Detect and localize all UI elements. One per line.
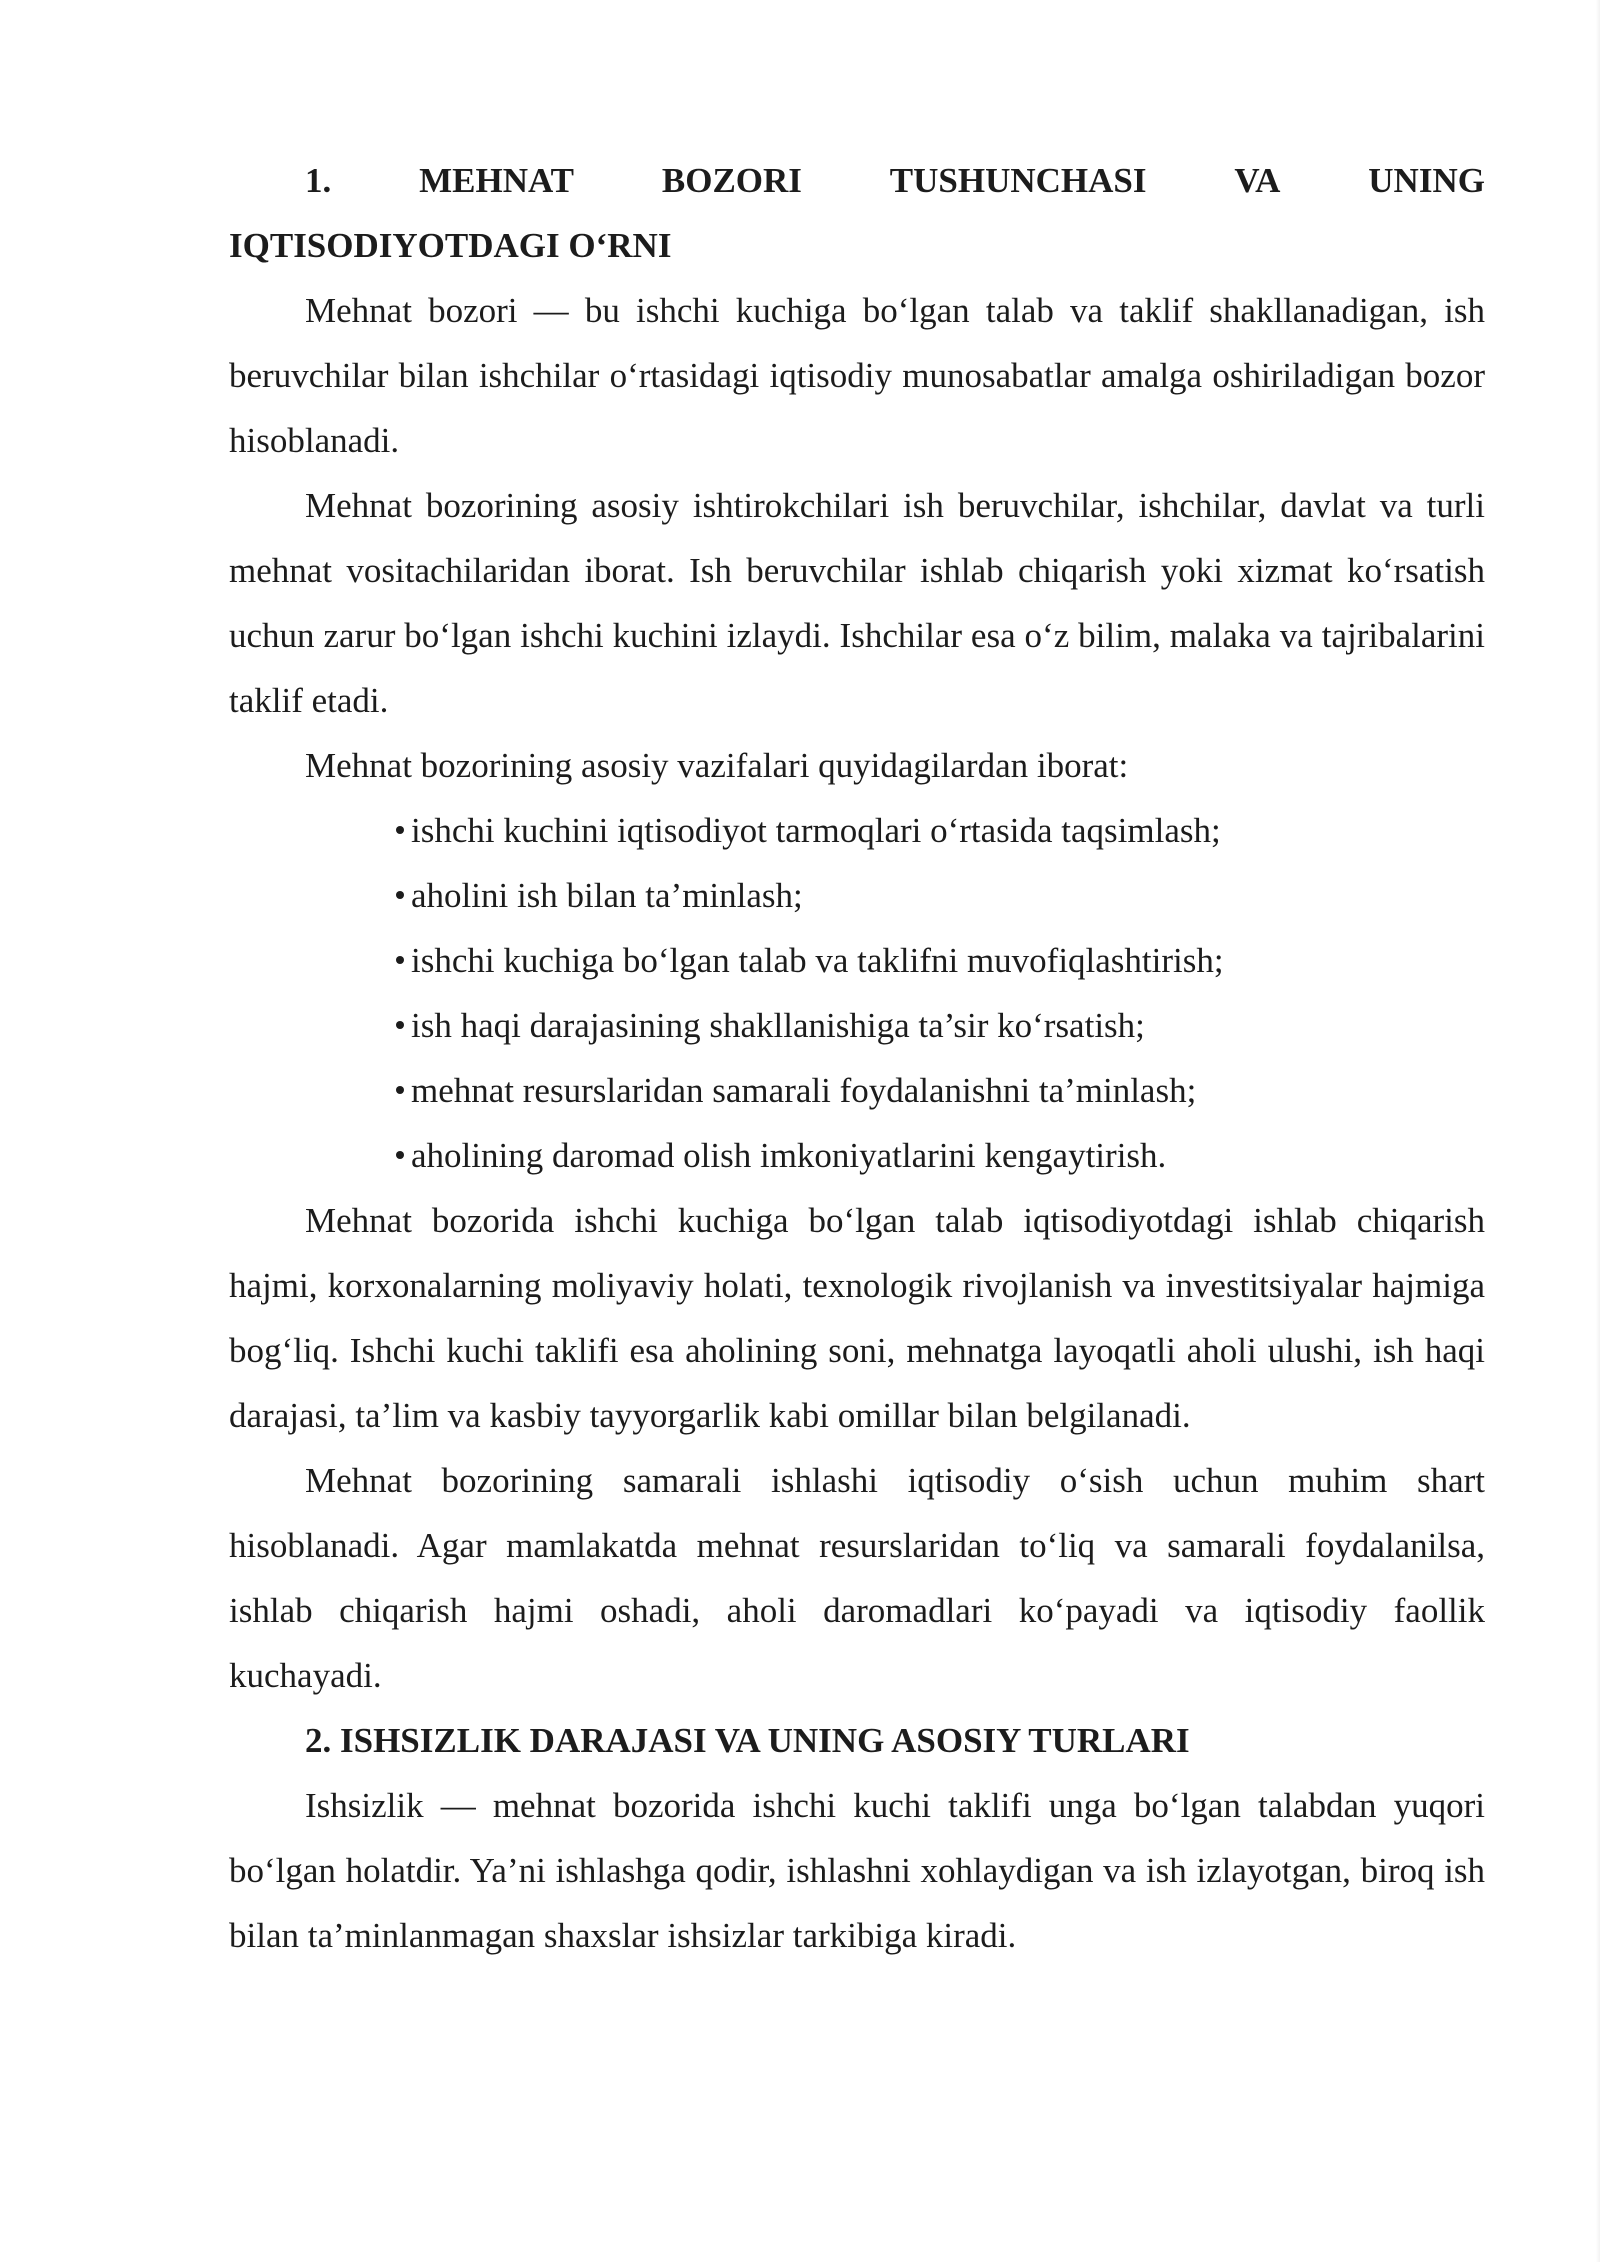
heading-word: TUSHUNCHASI	[889, 161, 1147, 200]
heading-word: MEHNAT	[419, 161, 575, 200]
list-item	[396, 863, 1485, 928]
list-item	[396, 798, 1485, 863]
section-2-heading: 2. ISHSIZLIK DARAJASI VA UNING ASOSIY TURLARI	[305, 1721, 1190, 1760]
list-item	[396, 1058, 1485, 1123]
bullet-list	[229, 798, 1485, 1188]
list-item-text: ish haqi darajasining shakllanishiga ta’sir ko‘rsatish;	[411, 1006, 1145, 1045]
document-page	[229, 148, 1485, 1968]
section-1-heading	[229, 148, 1485, 278]
section-1-heading-line-2: IQTISODIYOTDAGI O‘RNI	[229, 226, 672, 265]
list-item-text: aholining daromad olish imkoniyatlarini kengaytirish.	[411, 1136, 1167, 1175]
paragraph: Mehnat bozori — bu ishchi kuchiga bo‘lgan talab va taklif shakllanadigan, ish beruvchilar bilan ishchilar o‘rtasidagi iqtisodiy munosabatlar amalga oshiriladigan bozor hisoblanadi.	[229, 291, 1485, 460]
bullet-icon	[396, 1021, 404, 1029]
page-edge-shadow	[1596, 0, 1600, 2262]
bullet-icon	[396, 826, 404, 834]
bullet-icon	[396, 1086, 404, 1094]
paragraph: Mehnat bozorining asosiy vazifalari quyidagilardan iborat:	[305, 746, 1129, 785]
paragraph: Mehnat bozorining asosiy ishtirokchilari ish beruvchilar, ishchilar, davlat va turli mehnat vositachilaridan iborat. Ish beruvchilar ishlab chiqarish yoki xizmat ko‘rsatish uchun zarur bo‘lgan ishchi kuchini izlaydi. Ishchilar esa o‘z bilim, malaka va tajribalarini taklif etadi.	[229, 486, 1485, 720]
paragraph: Mehnat bozorining samarali ishlashi iqtisodiy o‘sish uchun muhim shart hisoblanadi. Agar mamlakatda mehnat resurslaridan to‘liq va samarali foydalanilsa, ishlab chiqarish hajmi oshadi, aholi daromadlari ko‘payadi va iqtisodiy faollik kuchayadi.	[229, 1461, 1485, 1695]
bullet-icon	[396, 891, 404, 899]
section-1-heading-line-1	[229, 148, 1485, 213]
paragraph: Ishsizlik — mehnat bozorida ishchi kuchi taklifi unga bo‘lgan talabdan yuqori bo‘lgan holatdir. Ya’ni ishlashga qodir, ishlashni xohlaydigan va ish izlayotgan, biroq ish bilan ta’minlanmagan shaxslar ishsizlar tarkibiga kiradi.	[229, 1786, 1485, 1955]
list-item-text: mehnat resurslaridan samarali foydalanishni ta’minlash;	[411, 1071, 1197, 1110]
bullet-icon	[396, 956, 404, 964]
heading-word: UNING	[1368, 161, 1485, 200]
heading-word: BOZORI	[661, 161, 802, 200]
heading-word: 1.	[305, 161, 332, 200]
list-item-text: ishchi kuchiga bo‘lgan talab va taklifni muvofiqlashtirish;	[411, 941, 1224, 980]
heading-word: VA	[1234, 161, 1281, 200]
list-item-text: ishchi kuchini iqtisodiyot tarmoqlari o‘rtasida taqsimlash;	[411, 811, 1221, 850]
list-item	[396, 993, 1485, 1058]
paragraph: Mehnat bozorida ishchi kuchiga bo‘lgan talab iqtisodiyotdagi ishlab chiqarish hajmi, korxonalarning moliyaviy holati, texnologik rivojlanish va investitsiyalar hajmiga bog‘liq. Ishchi kuchi taklifi esa aholining soni, mehnatga layoqatli aholi ulushi, ish haqi darajasi, ta’lim va kasbiy tayyorgarlik kabi omillar bilan belgilanadi.	[229, 1201, 1485, 1435]
bullet-icon	[396, 1151, 404, 1159]
list-item-text: aholini ish bilan ta’minlash;	[411, 876, 803, 915]
list-item	[396, 928, 1485, 993]
list-item	[396, 1123, 1485, 1188]
